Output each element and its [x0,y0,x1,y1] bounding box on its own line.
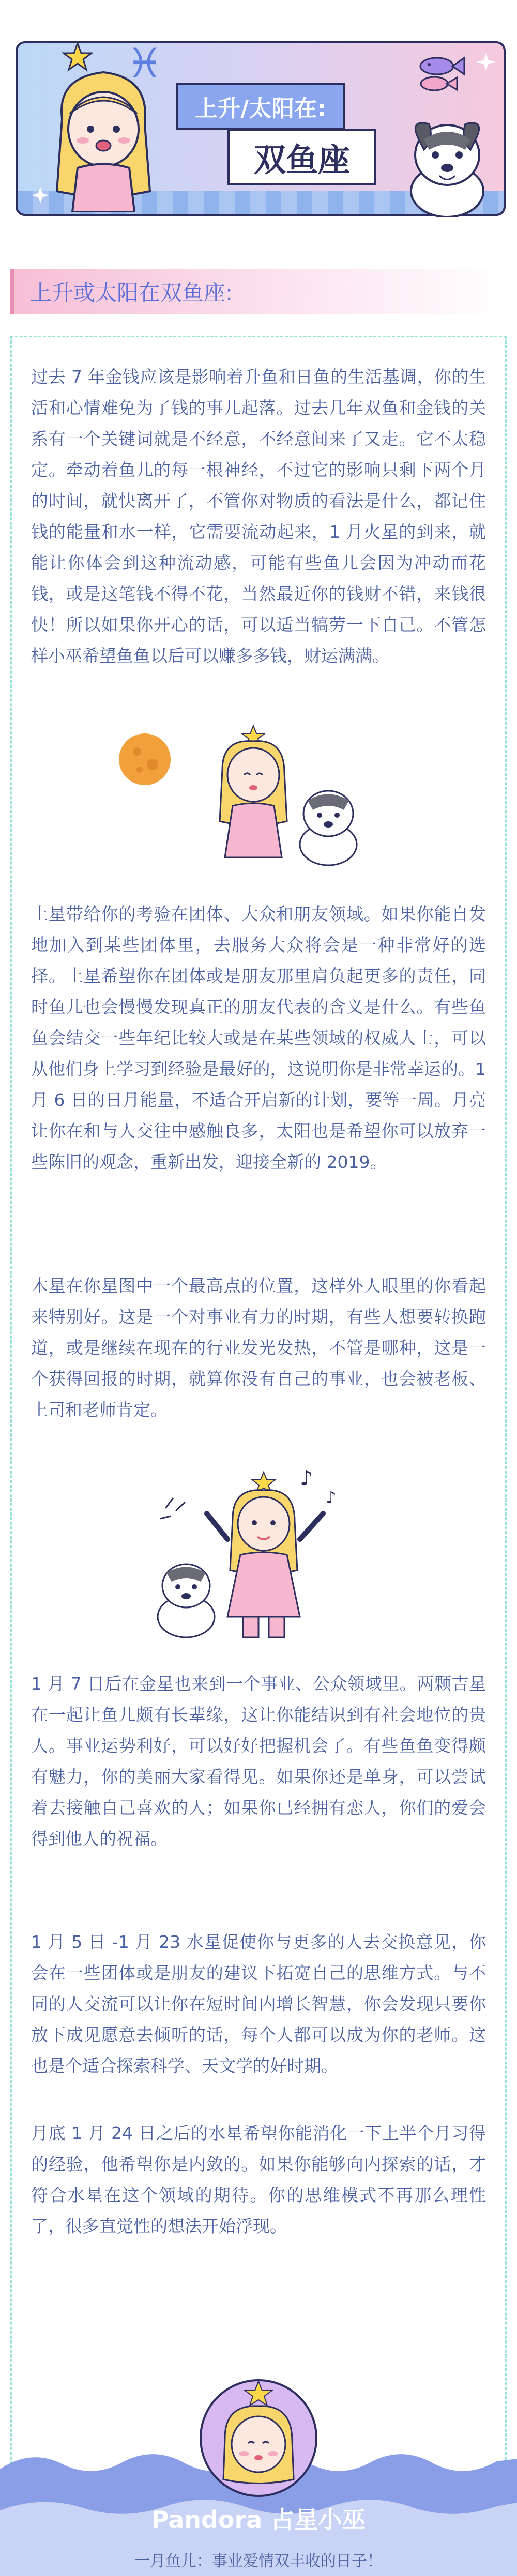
girl-with-dog-illustration [196,723,372,873]
paragraph-1: 过去 7 年金钱应该是影响着升鱼和日鱼的生活基调，你的生活和心情难免为了钱的事儿起落。过去几年双鱼和金钱的关系有一个关键词就是不经意，不经意间来了又走。它不太稳定。牵动着鱼儿的每一根神经，不过它的影响只剩下两个月的时间，就快离开了，不管你对物质的看法是什么，都记住钱的能量和水一样，它需要流动起来，1 月火星的到来，就能让你体会到这种流动感，可能有些鱼儿会因为冲动而花钱，或是这笔钱不得不花，当然最近你的钱财不错，来钱很快！所以如果你开心的话，可以适当犒劳一下自己。不管怎样小巫希望鱼鱼以后可以赚多多钱，财运满满。 [31,367,486,666]
pisces-symbol: ♓ [126,39,163,87]
paragraph-6: 月底 1 月 24 日之后的水星希望你能消化一下上半个月习得的经验，他希望你是内敛的。如果你能够向内探索的话，才符合水星在这个领域的期待。你的思维模式不再那么理性了，很多直觉性的想法开始浮现。 [31,2123,486,2236]
sparkle-icon [476,52,496,72]
footer-slogan: 一月鱼儿：事业爱情双丰收的日子！ [134,2552,383,2570]
svg-text:♪: ♪ [326,1488,337,1507]
paragraph-5: 1 月 5 日 -1 月 23 水星促使你与更多的人去交换意见，你会在一些团体或是朋友的建议下拓宽自己的思维方式。与不同的人交流可以让你在短时间内增长智慧，你会发现只要你放下成见愿意去倾听的话，每个人都可以成为你的老师。这也是个适合探索科学、天文学的好时期。 [31,1932,486,2076]
header-banner [0,0,517,243]
svg-text:♪: ♪ [300,1466,313,1490]
banner-title-line2: 双鱼座 [227,129,376,185]
dog-illustration [393,108,501,217]
banner-title [176,83,383,186]
section-heading: 上升或太阳在双鱼座: [10,269,507,314]
paragraph-4: 1 月 7 日后在金星也来到一个事业、公众领域里。两颗吉星在一起让鱼儿颇有长辈缘，这让你能结识到有社会地位的贵人。事业运势利好，可以好好把握机会了。有些鱼鱼变得颇有魅力，你的美丽大家看得见。如果你还是单身，可以尝试着去接触自己喜欢的人；如果你已经拥有恋人，你们的爱会得到他人的祝福。 [31,1674,486,1849]
dancing-girl-with-dog-illustration [145,1462,372,1648]
footer [0,2386,517,2576]
paragraph-3: 木星在你星图中一个最高点的位置，这样外人眼里的你看起来特别好。这是一个对事业有力的时期，有些人想要转换跑道，或是继续在现在的行业发光发热，不管是哪种，这是一个获得回报的时期，就算你没有自己的事业，也会被老板、上司和老师肯定。 [31,1276,486,1420]
banner-title-line1: 上升/太阳在: [176,83,345,130]
planet-icon [116,731,173,788]
fish-icon [414,52,470,93]
portrait-avatar [181,2376,336,2500]
footer-author-name: Pandora 占星小巫 [151,2506,366,2534]
paragraph-2: 土星带给你的考验在团体、大众和朋友领域。如果你能自发地加入到某些团体里，去服务大众将会是一种非常好的选择。土星希望你在团体或是朋友那里肩负起更多的责任，同时鱼儿也会慢慢发现真正的朋友代表的含义是什么。有些鱼鱼会结交一些年纪比较大或是在某些领域的权威人士，可以从他们身上学习到经验是最好的，这说明你是非常幸运的。1月 6 日的日月能量，不适合开启新的计划，要等一周。月亮让你在和与人交往中感触良多，太阳也是希望你可以放弃一些陈旧的观念，重新出发，迎接全新的 2019。 [31,904,486,1172]
